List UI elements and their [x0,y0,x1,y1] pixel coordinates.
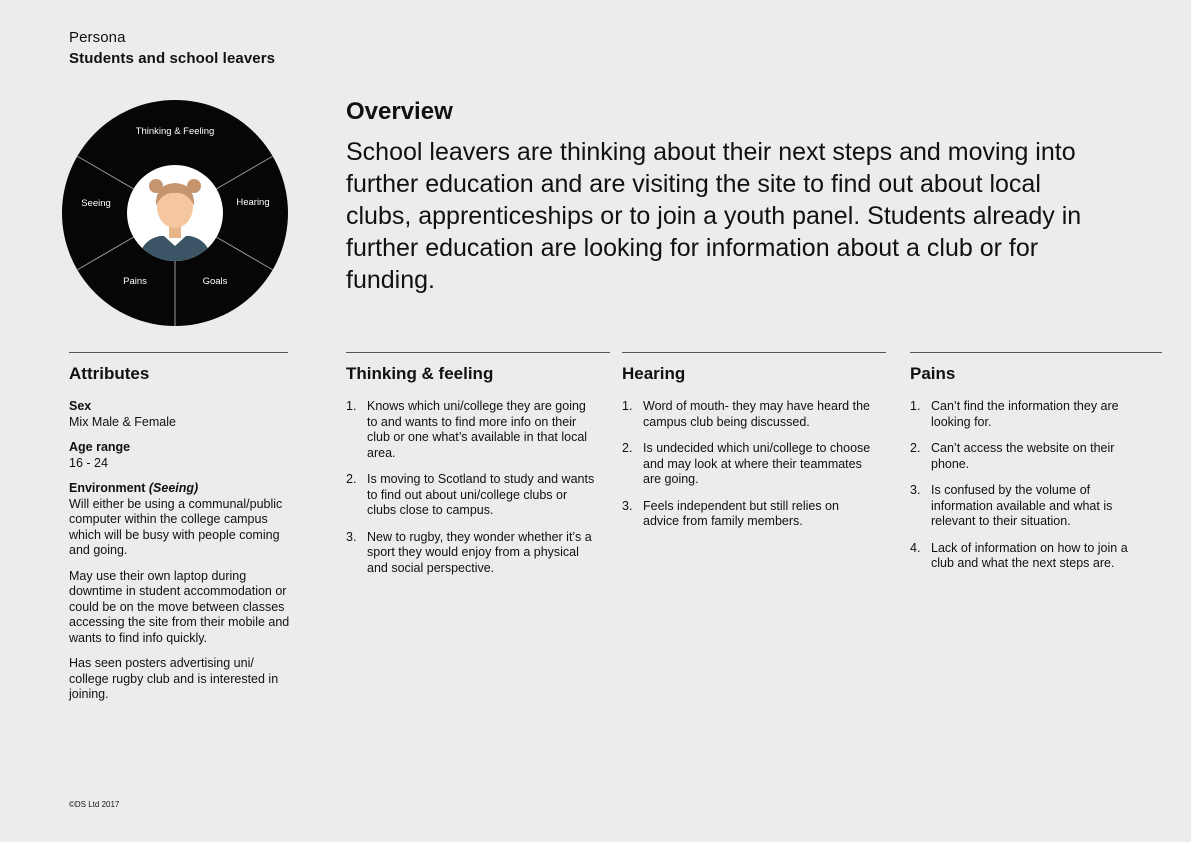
list-item [346,530,598,577]
list-number: 1. [910,399,921,413]
attributes-section [69,363,291,713]
list-number: 2. [346,472,357,486]
persona-title: Students and school leavers [69,50,276,67]
environment-label-text: Environment [69,481,146,495]
wheel-segment-goals: Goals [202,276,228,287]
list-item-text: Knows which uni/college they are going to and wants to find more info on their club or one what’s available in that local area. [367,399,588,460]
hearing-list [622,399,878,530]
thinking-divider [346,352,610,353]
list-item [622,499,878,530]
persona-label: Persona [69,29,126,46]
empathy-wheel [60,98,290,328]
list-item [622,399,878,430]
list-number: 2. [910,441,921,455]
list-item [910,399,1138,430]
attributes-divider [69,352,288,353]
hearing-heading: Hearing [622,364,686,383]
environment-label [69,481,291,497]
environment-paragraph: Will either be using a communal/public computer within the college campus which will be busy with people coming and going. [69,496,283,557]
thinking-feeling-list [346,399,598,576]
hearing-section [622,363,878,541]
thinking-feeling-heading: Thinking & feeling [346,364,494,383]
list-item-text: Is undecided which uni/college to choose and may look at where their teammates are going. [643,441,871,486]
list-item [910,441,1138,472]
pains-list [910,399,1138,572]
list-item-text: Can’t access the website on their phone. [931,441,1115,471]
list-item [346,472,598,519]
list-item-text: New to rugby, they wonder whether it’s a sport they would enjoy from a physical and social perspective. [367,529,592,575]
list-item [346,399,598,461]
list-number: 4. [910,540,921,555]
list-item [622,441,878,488]
list-item-text: Lack of information on how to join a club and what the next steps are. [931,540,1128,570]
list-item-text: Feels independent but still relies on advice from family members. [643,498,839,528]
sex-label: Sex [69,399,92,413]
wheel-segment-thinking-feeling: Thinking & Feeling [135,126,215,137]
wheel-segment-seeing: Seeing [81,198,111,209]
list-number: 1. [622,399,633,413]
list-item-text: Is moving to Scotland to study and wants to find out about uni/college clubs or clubs close to campus. [367,472,595,517]
list-number: 3. [622,498,633,513]
list-number: 2. [622,441,633,455]
list-item [910,541,1138,572]
pains-divider [910,352,1162,353]
pains-section [910,363,1138,583]
age-range-value: 16 - 24 [69,455,108,470]
age-range-label: Age range [69,440,131,454]
list-number: 3. [910,483,921,497]
list-item-text: Can’t find the information they are looking for. [931,399,1119,429]
overview-text: School leavers are thinking about their next steps and moving into further education and are visiting the site to find out about local clubs, apprenticeships or to join a youth panel. Students already in further education are looking for information about a club or for funding. [346,138,1082,294]
thinking-feeling-section [346,363,598,587]
environment-paragraph: May use their own laptop during downtime in student accommodation or could be on the move between classes accessing the site from their mobile and wants to find info quickly. [69,568,290,645]
copyright-footer: ©DS Ltd 2017 [69,800,120,809]
environment-paragraph: Has seen posters advertising uni/ college rugby club and is interested in joining. [69,656,279,701]
wheel-segment-hearing: Hearing [236,197,270,208]
sex-value: Mix Male & Female [69,414,176,429]
list-item [910,483,1138,530]
environment-label-seeing: (Seeing) [148,481,199,495]
list-number: 3. [346,529,357,544]
wheel-segment-pains: Pains [123,276,147,287]
attributes-heading: Attributes [69,364,150,383]
hearing-divider [622,352,886,353]
overview-heading: Overview [346,98,453,125]
pains-heading: Pains [910,364,956,383]
list-number: 1. [346,399,357,413]
list-item-text: Is confused by the volume of information available and what is relevant to their situation. [931,483,1113,528]
list-item-text: Word of mouth- they may have heard the campus club being discussed. [643,399,870,429]
